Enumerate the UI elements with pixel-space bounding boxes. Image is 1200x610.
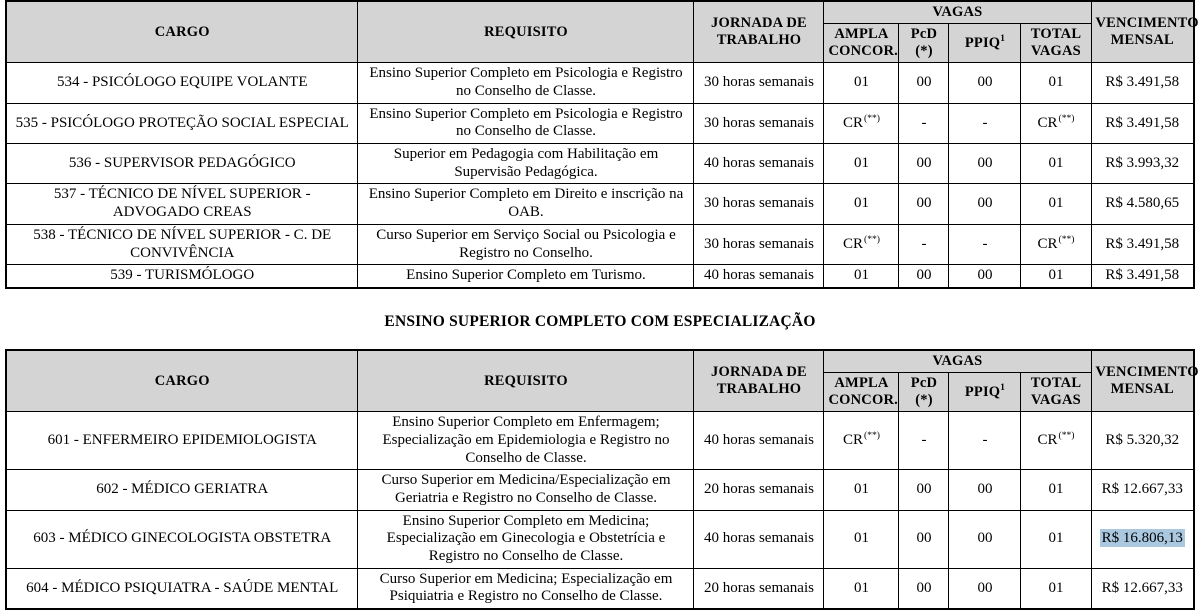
cell-ppiq — [949, 144, 1021, 184]
col-header-cargo: CARGO — [6, 1, 358, 63]
cell-ampla-concorrencia — [824, 103, 899, 143]
cell-pcd — [899, 568, 949, 609]
col-header-requisito: REQUISITO — [358, 1, 694, 63]
cell-total-vagas-text: CR — [1037, 114, 1058, 131]
cell-vencimento-mensal — [1091, 184, 1194, 224]
spacer-below-section-title — [0, 331, 1200, 349]
cell-total-vagas-text: 01 — [1048, 481, 1064, 498]
cell-cargo-text: 539 - TURISMÓLOGO — [110, 267, 255, 284]
vencimento-line-1: VENCIMENTO — [1095, 15, 1199, 32]
cell-jornada-text: 40 horas semanais — [703, 530, 814, 547]
cell-jornada — [694, 63, 824, 103]
cell-requisito-text: Curso Superior em Medicina/Especialização em Geriatria e Registro no Conselho de Classe. — [381, 472, 671, 506]
col-header-ampla-concorrencia — [824, 24, 899, 63]
vencimento-line-2: MENSAL — [1110, 32, 1174, 49]
cell-ampla-concorrencia-text: CR — [842, 114, 863, 131]
cell-total-vagas — [1021, 470, 1091, 510]
col-header-vencimento — [1091, 350, 1199, 412]
cell-ppiq — [949, 510, 1021, 568]
table-row — [6, 103, 1194, 143]
cell-jornada-text: 40 horas semanais — [703, 154, 814, 171]
cell-requisito-text: Ensino Superior Completo em Psicologia e Registro no Conselho de Classe. — [369, 65, 683, 100]
cell-ampla-concorrencia — [824, 63, 899, 103]
pcd-line-1: PcD — [910, 26, 938, 43]
cell-ampla-concorrencia-text: 01 — [853, 267, 869, 284]
cell-requisito — [358, 103, 694, 143]
cell-pcd — [899, 63, 949, 103]
table-body — [6, 63, 1194, 288]
col-header-ppiq — [949, 24, 1021, 63]
pcd-line-1: PcD — [910, 375, 938, 391]
cell-pcd-text: 00 — [916, 267, 932, 284]
table-header — [6, 1, 1199, 63]
cell-ampla-concorrencia-text: 01 — [853, 579, 869, 596]
ampla-line-1: AMPLA — [834, 375, 889, 391]
vencimento-value: R$ 12.667,33 — [1101, 579, 1183, 596]
cell-cargo-text: 603 - MÉDICO GINECOLOGISTA OBSTETRA — [33, 530, 332, 547]
cell-pcd — [899, 412, 949, 470]
total-footnote-marker: (**) — [1058, 429, 1075, 441]
cell-pcd — [899, 184, 949, 224]
cell-total-vagas — [1021, 103, 1091, 143]
cell-ppiq — [949, 568, 1021, 609]
cell-pcd-text: - — [921, 235, 927, 252]
jornada-line-1: JORNADA DE — [711, 15, 807, 32]
cell-ppiq — [949, 63, 1021, 103]
cell-vencimento-mensal — [1091, 470, 1194, 510]
table-row — [6, 510, 1194, 568]
cell-pcd-text: 00 — [916, 481, 932, 498]
cell-pcd — [899, 103, 949, 143]
cell-total-vagas — [1021, 568, 1091, 609]
cell-ampla-concorrencia-text: 01 — [853, 154, 869, 171]
cell-vencimento-mensal — [1091, 265, 1194, 288]
ppiq-label: PPIQ — [964, 34, 1001, 51]
cell-total-vagas-text: CR — [1037, 235, 1058, 252]
col-header-ampla-concorrencia — [824, 373, 899, 412]
header-row-top — [6, 1, 1194, 24]
cell-total-vagas-text: CR — [1037, 431, 1058, 448]
vencimento-value: R$ 5.320,32 — [1105, 431, 1180, 448]
cell-requisito — [358, 63, 694, 103]
ampla-line-2: CONCOR. — [828, 43, 898, 60]
total-line-2: VAGAS — [1031, 392, 1081, 409]
cell-ampla-concorrencia-text: 01 — [853, 530, 869, 547]
cell-pcd — [899, 144, 949, 184]
cell-pcd-text: - — [921, 431, 927, 448]
cell-vencimento-mensal — [1091, 412, 1194, 470]
cell-cargo — [6, 265, 358, 288]
cell-total-vagas-text: 01 — [1048, 74, 1064, 91]
table-row — [6, 224, 1194, 264]
cell-ampla-concorrencia — [824, 184, 899, 224]
cell-requisito — [358, 265, 694, 288]
cell-jornada — [694, 224, 824, 264]
ampla-footnote-marker: (**) — [864, 233, 880, 245]
cell-total-vagas-text: 01 — [1048, 154, 1064, 171]
col-header-requisito: REQUISITO — [358, 350, 694, 412]
ampla-line-2: CONCOR. — [828, 392, 898, 409]
cell-ampla-concorrencia-text: CR — [842, 235, 863, 252]
cell-pcd-text: 00 — [916, 154, 932, 171]
cell-ppiq — [949, 184, 1021, 224]
col-header-ppiq — [949, 373, 1021, 412]
cargos-table-superior-especializacao — [5, 349, 1199, 610]
cell-pcd-text: 00 — [916, 530, 932, 547]
vencimento-value: R$ 3.491,58 — [1105, 74, 1180, 91]
ampla-line-1: AMPLA — [834, 26, 889, 43]
table-row — [6, 184, 1194, 224]
cell-jornada — [694, 144, 824, 184]
cell-requisito-text: Ensino Superior Completo em Turismo. — [406, 267, 646, 284]
cell-cargo — [6, 412, 358, 470]
cell-pcd-text: 00 — [916, 74, 932, 91]
cell-cargo — [6, 470, 358, 510]
vencimento-value: R$ 3.491,58 — [1105, 114, 1180, 131]
cell-pcd — [899, 265, 949, 288]
col-header-total-vagas — [1021, 373, 1091, 412]
table-row — [6, 63, 1194, 103]
total-line-2: VAGAS — [1031, 43, 1081, 60]
cell-total-vagas — [1021, 510, 1091, 568]
section-title-especializacao: ENSINO SUPERIOR COMPLETO COM ESPECIALIZAÇÃO — [384, 312, 816, 330]
cell-total-vagas — [1021, 224, 1091, 264]
jornada-line-2: TRABALHO — [716, 32, 802, 49]
cell-jornada — [694, 184, 824, 224]
cell-jornada — [694, 103, 824, 143]
cell-ppiq-text: 00 — [977, 530, 993, 547]
col-header-total-vagas — [1021, 24, 1091, 63]
cell-cargo — [6, 103, 358, 143]
header-row-top — [6, 350, 1194, 373]
cell-ampla-concorrencia — [824, 412, 899, 470]
cell-ampla-concorrencia — [824, 470, 899, 510]
cell-jornada-text: 30 horas semanais — [703, 114, 814, 131]
cell-pcd — [899, 470, 949, 510]
cell-cargo-text: 604 - MÉDICO PSIQUIATRA - SAÚDE MENTAL — [26, 579, 339, 596]
cell-total-vagas-text: 01 — [1048, 530, 1064, 547]
cell-jornada-text: 40 horas semanais — [703, 431, 814, 448]
cell-cargo-text: 536 - SUPERVISOR PEDAGÓGICO — [68, 154, 296, 171]
table-body — [6, 412, 1194, 609]
vencimento-value: R$ 4.580,65 — [1105, 195, 1180, 212]
ampla-footnote-marker: (**) — [864, 112, 880, 124]
cell-total-vagas-text: 01 — [1048, 267, 1064, 284]
cell-cargo-text: 537 - TÉCNICO DE NÍVEL SUPERIOR - ADVOGADO CREAS — [53, 186, 311, 221]
cell-ampla-concorrencia-text: 01 — [853, 195, 869, 212]
ppiq-footnote-marker: 1 — [1000, 382, 1006, 393]
cell-cargo-text: 535 - PSICÓLOGO PROTEÇÃO SOCIAL ESPECIAL — [15, 114, 349, 131]
col-header-vagas: VAGAS — [824, 350, 1091, 373]
selected-vencimento-value: R$ 16.806,13 — [1101, 530, 1183, 547]
col-header-cargo: CARGO — [6, 350, 358, 412]
cell-vencimento-mensal — [1091, 224, 1194, 264]
cell-cargo — [6, 224, 358, 264]
cell-cargo — [6, 184, 358, 224]
table-header — [6, 350, 1199, 412]
cell-ppiq — [949, 412, 1021, 470]
col-header-jornada — [694, 1, 824, 63]
table-row — [6, 568, 1194, 609]
cell-ampla-concorrencia-text: CR — [842, 431, 863, 448]
cargos-table-superior-completo — [5, 0, 1199, 289]
cell-ppiq — [949, 224, 1021, 264]
cell-ampla-concorrencia-text: 01 — [853, 481, 869, 498]
table-row — [6, 265, 1194, 288]
cell-ampla-concorrencia — [824, 510, 899, 568]
jornada-line-2: TRABALHO — [716, 381, 802, 398]
cell-vencimento-mensal — [1091, 568, 1194, 609]
cell-cargo-text: 538 - TÉCNICO DE NÍVEL SUPERIOR - C. DE CONVIVÊNCIA — [33, 226, 332, 261]
spacer-above-section-title — [0, 289, 1200, 313]
cell-ppiq-text: 00 — [977, 154, 993, 171]
cell-ppiq-text: 00 — [977, 195, 993, 212]
cell-ppiq — [949, 265, 1021, 288]
cell-requisito-text: Curso Superior em Serviço Social ou Psicologia e Registro no Conselho. — [376, 226, 676, 261]
cell-requisito — [358, 412, 694, 470]
col-header-pcd — [899, 373, 949, 412]
cell-cargo — [6, 144, 358, 184]
cell-jornada — [694, 510, 824, 568]
cell-jornada-text: 20 horas semanais — [703, 579, 814, 596]
cell-pcd-text: 00 — [916, 195, 932, 212]
cell-ppiq-text: - — [982, 235, 988, 252]
cell-vencimento-mensal — [1091, 144, 1194, 184]
cell-requisito — [358, 224, 694, 264]
cell-ampla-concorrencia — [824, 265, 899, 288]
vencimento-value: R$ 3.491,58 — [1105, 267, 1180, 284]
ppiq-label: PPIQ — [964, 383, 1001, 400]
total-line-1: TOTAL — [1030, 26, 1082, 43]
cell-jornada-text: 30 horas semanais — [703, 74, 814, 91]
cell-total-vagas-text: 01 — [1048, 195, 1064, 212]
cell-ppiq-text: 00 — [977, 267, 993, 284]
cell-jornada — [694, 265, 824, 288]
cell-ampla-concorrencia — [824, 144, 899, 184]
cell-jornada — [694, 568, 824, 609]
pcd-line-2: (*) — [915, 392, 933, 409]
cell-ppiq-text: 00 — [977, 74, 993, 91]
cell-jornada-text: 30 horas semanais — [703, 195, 814, 212]
cell-vencimento-mensal — [1091, 510, 1194, 568]
cell-jornada-text: 30 horas semanais — [703, 235, 814, 252]
cell-jornada-text: 20 horas semanais — [703, 481, 814, 498]
cell-pcd-text: 00 — [916, 579, 932, 596]
cell-ppiq-text: 00 — [977, 481, 993, 498]
vencimento-line-2: MENSAL — [1110, 381, 1174, 398]
cell-ppiq — [949, 470, 1021, 510]
vencimento-value: R$ 3.993,32 — [1105, 154, 1180, 171]
cell-total-vagas — [1021, 265, 1091, 288]
cell-requisito-text: Ensino Superior Completo em Medicina; Especialização em Ginecologia e Obstetrícia e Registro no Conselho de Classe. — [386, 512, 666, 565]
col-header-vencimento — [1091, 1, 1199, 63]
cell-requisito — [358, 510, 694, 568]
cell-vencimento-mensal — [1091, 63, 1194, 103]
cell-ampla-concorrencia — [824, 224, 899, 264]
pcd-line-2: (*) — [915, 43, 933, 60]
cell-total-vagas — [1021, 184, 1091, 224]
vencimento-line-1: VENCIMENTO — [1095, 363, 1199, 380]
cell-requisito-text: Ensino Superior Completo em Enfermagem; Especialização em Epidemiologia e Registro no Conselho de Classe. — [382, 414, 670, 466]
cell-ampla-concorrencia — [824, 568, 899, 609]
cell-cargo — [6, 63, 358, 103]
ppiq-footnote-marker: 1 — [1000, 33, 1006, 44]
cell-cargo — [6, 510, 358, 568]
cell-jornada — [694, 412, 824, 470]
cell-ppiq — [949, 103, 1021, 143]
cell-cargo-text: 601 - ENFERMEIRO EPIDEMIOLOGISTA — [47, 431, 317, 448]
cell-requisito — [358, 568, 694, 609]
cell-requisito-text: Superior em Pedagogia com Habilitação em Supervisão Pedagógica. — [393, 146, 659, 180]
col-header-jornada — [694, 350, 824, 412]
total-footnote-marker: (**) — [1058, 112, 1075, 124]
cell-cargo — [6, 568, 358, 609]
cell-pcd — [899, 224, 949, 264]
total-line-1: TOTAL — [1030, 375, 1082, 391]
table-row — [6, 412, 1194, 470]
cell-jornada — [694, 470, 824, 510]
cell-pcd-text: - — [921, 114, 927, 131]
cell-requisito-text: Ensino Superior Completo em Direito e inscrição na OAB. — [368, 186, 684, 221]
vencimento-value: R$ 3.491,58 — [1105, 235, 1180, 252]
cell-pcd — [899, 510, 949, 568]
cell-requisito — [358, 144, 694, 184]
cell-ppiq-text: - — [982, 431, 988, 448]
cell-requisito — [358, 470, 694, 510]
col-header-pcd — [899, 24, 949, 63]
cell-jornada-text: 40 horas semanais — [703, 267, 814, 284]
cell-cargo-text: 534 - PSICÓLOGO EQUIPE VOLANTE — [56, 74, 308, 91]
table-row — [6, 470, 1194, 510]
cell-total-vagas — [1021, 144, 1091, 184]
total-footnote-marker: (**) — [1058, 233, 1075, 245]
cell-vencimento-mensal — [1091, 103, 1194, 143]
cell-requisito-text: Curso Superior em Medicina; Especialização em Psiquiatria e Registro no Conselho de Classe. — [379, 570, 673, 605]
cell-requisito — [358, 184, 694, 224]
cell-total-vagas — [1021, 63, 1091, 103]
cell-total-vagas-text: 01 — [1048, 579, 1064, 596]
cell-requisito-text: Ensino Superior Completo em Psicologia e Registro no Conselho de Classe. — [369, 105, 683, 140]
cell-ppiq-text: - — [982, 114, 988, 131]
vencimento-value: R$ 12.667,33 — [1101, 481, 1183, 498]
col-header-vagas: VAGAS — [824, 1, 1091, 24]
jornada-line-1: JORNADA DE — [711, 363, 807, 380]
cell-ppiq-text: 00 — [977, 579, 993, 596]
cell-total-vagas — [1021, 412, 1091, 470]
cell-cargo-text: 602 - MÉDICO GERIATRA — [96, 481, 269, 498]
cell-ampla-concorrencia-text: 01 — [853, 74, 869, 91]
table-row — [6, 144, 1194, 184]
ampla-footnote-marker: (**) — [864, 429, 880, 441]
